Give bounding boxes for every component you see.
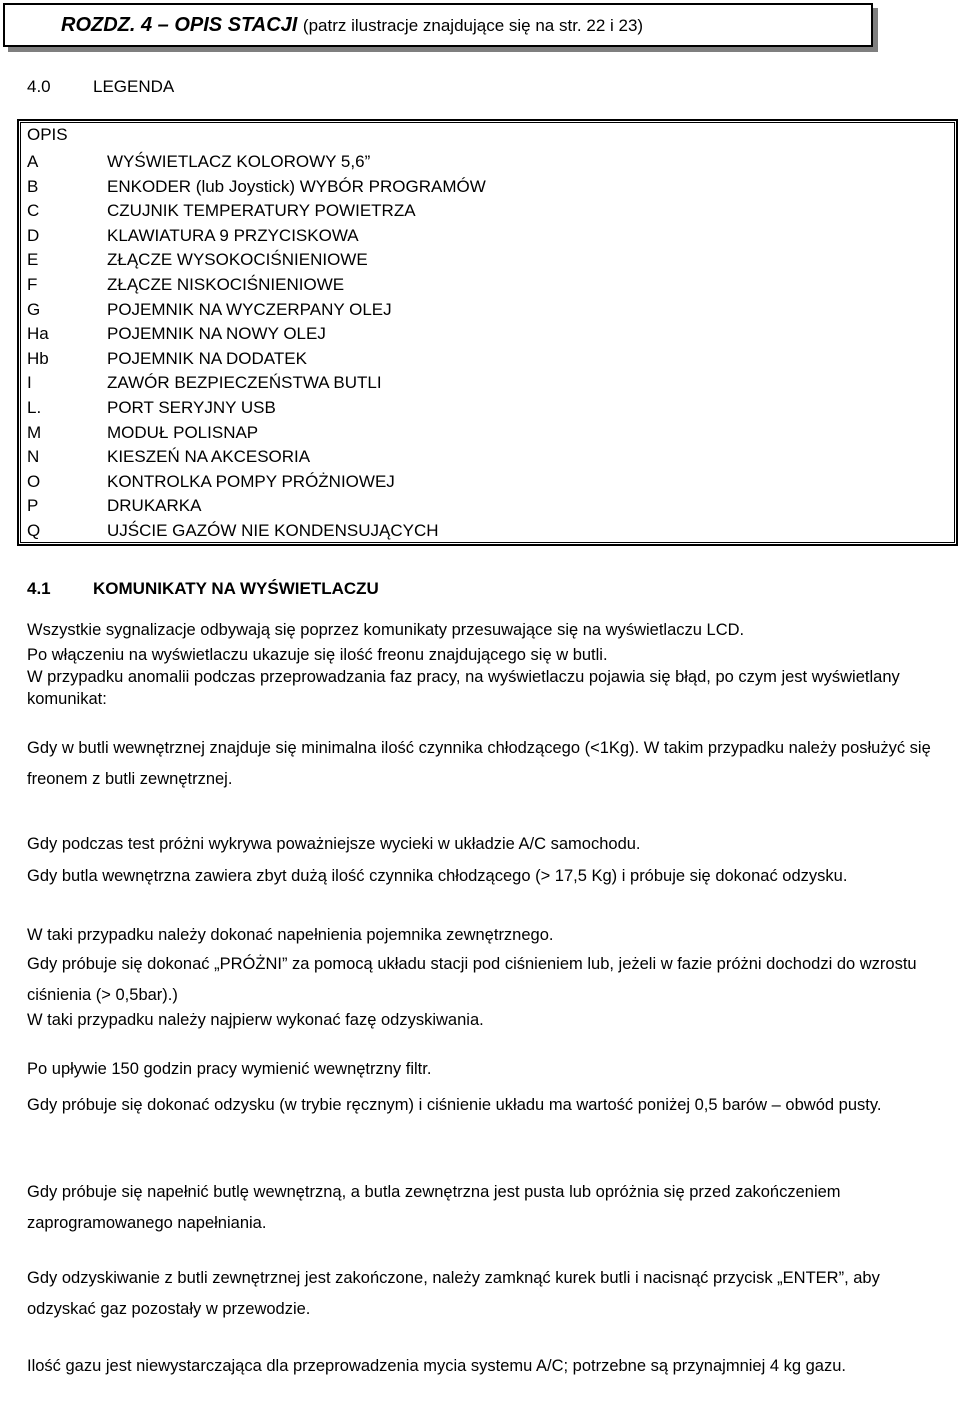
legend-row [27,150,486,175]
message-min-refrigerant: Gdy w butli wewnętrznej znajduje się minimalna ilość czynnika chłodzącego (<1Kg). W takim przypadku należy posłużyć się freonem z butli zewnętrznej. [27,739,931,788]
message-fill-external: W taki przypadku należy dokonać napełnienia pojemnika zewnętrznego. [27,926,554,944]
section-number: 4.1 [27,579,51,598]
legend-description: ZŁĄCZE NISKOCIŚNIENIOWE [107,274,345,294]
legend-row [27,273,486,298]
message-vacuum-leaks: Gdy podczas test próżni wykrywa poważniejsze wycieki w układzie A/C samochodu. [27,835,641,853]
legend-code: M [27,422,42,442]
legend-description: MODUŁ POLISNAP [107,422,259,442]
legend-description: POJEMNIK NA DODATEK [107,348,307,368]
legend-table-header: OPIS [27,125,68,144]
legend-code: E [27,250,39,270]
legend-row [27,248,486,273]
chapter-header [3,3,873,47]
legend-code: Hb [27,348,49,368]
legend-row [27,470,486,495]
legend-code: F [27,274,38,294]
intro-paragraph-3: W przypadku anomalii podczas przeprowadzania faz pracy, na wyświetlaczu pojawia się błąd, po czym jest wyświetlany komunikat: [27,668,900,708]
legend-code: Q [27,520,41,540]
legend-description: KONTROLKA POMPY PRÓŻNIOWEJ [107,471,395,491]
legend-description: KIESZEŃ NA AKCESORIA [107,447,311,467]
chapter-subtitle: (patrz ilustracje znajdujące się na str. 22 i 23) [302,16,644,35]
message-insufficient-gas: Ilość gazu jest niewystarczająca dla przeprowadzenia mycia systemu A/C; potrzebne są przynajmniej 4 kg gazu. [27,1357,846,1375]
message-external-empty: Gdy próbuje się napełnić butlę wewnętrzną, a butla zewnętrzna jest pusta lub opróżnia się przed zakończeniem zaprogramowanego napełniania. [27,1183,841,1232]
legend-code: C [27,201,40,221]
legend-code: B [27,176,39,196]
message-recovery-first: W taki przypadku należy najpierw wykonać fazę odzyskiwania. [27,1011,484,1029]
legend-code: A [27,152,39,171]
legend-row [27,298,486,323]
intro-paragraph-2: Po włączeniu na wyświetlaczu ukazuje się ilość freonu znajdującego się w butli. [27,646,608,664]
message-filter-change: Po upływie 150 godzin pracy wymienić wewnętrzny filtr. [27,1060,432,1078]
legend-row [27,199,486,224]
section-title: KOMUNIKATY NA WYŚWIETLACZU [93,579,379,598]
legend-description: UJŚCIE GAZÓW NIE KONDENSUJĄCYCH [107,520,439,540]
legend-code: D [27,225,40,245]
legend-description: PORT SERYJNY USB [107,397,276,417]
legend-description: KLAWIATURA 9 PRZYCISKOWA [107,225,359,245]
legend-code: Ha [27,324,49,344]
message-cylinder-overfull: Gdy butla wewnętrzna zawiera zbyt dużą ilość czynnika chłodzącego (> 17,5 Kg) i próbuje się dokonać odzysku. [27,867,848,885]
legend-row [27,371,486,396]
legend-code: P [27,496,39,516]
legend-description: ZAWÓR BEZPIECZEŃSTWA BUTLI [107,373,382,393]
legend-description: ENKODER (lub Joystick) WYBÓR PROGRAMÓW [107,176,486,196]
legend-row [27,396,486,421]
legend-row [27,421,486,446]
legend-code: N [27,447,40,467]
chapter-title: ROZDZ. 4 – OPIS STACJI [61,14,298,36]
legend-description: ZŁĄCZE WYSOKOCIŚNIENIOWE [107,250,368,270]
legend-row [27,322,486,347]
legend-row [27,175,486,200]
legend-list [27,150,486,544]
legend-row [27,519,486,544]
legend-description: DRUKARKA [107,496,202,516]
legend-number: 4.0 [27,77,51,96]
message-circuit-empty: Gdy próbuje się dokonać odzysku (w trybie ręcznym) i ciśnienie układu ma wartość poniżej 0,5 barów – obwód pusty. [27,1096,882,1114]
legend-row [27,347,486,372]
legend-code: G [27,299,41,319]
legend-description: POJEMNIK NA WYCZERPANY OLEJ [107,299,392,319]
legend-code: I [27,373,32,393]
legend-row [27,224,486,249]
message-close-valve: Gdy odzyskiwanie z butli zewnętrznej jest zakończone, należy zamknąć kurek butli i nacisnąć przycisk „ENTER”, aby odzyskać gaz pozostały w przewodzie. [27,1269,880,1318]
legend-title: LEGENDA [93,77,175,96]
legend-row [27,494,486,519]
legend-description: WYŚWIETLACZ KOLOROWY 5,6” [107,152,371,171]
legend-code: O [27,471,41,491]
message-vacuum-pressure: Gdy próbuje się dokonać „PRÓŻNI” za pomocą układu stacji pod ciśnieniem lub, jeżeli w fazie próżni dochodzi do wzrostu ciśnienia (> 0,5bar).) [27,955,917,1004]
legend-description: POJEMNIK NA NOWY OLEJ [107,324,326,344]
legend-row [27,445,486,470]
legend-code: L. [27,397,42,417]
legend-heading [27,77,174,97]
intro-paragraph-1: Wszystkie sygnalizacje odbywają się poprzez komunikaty przesuwające się na wyświetlaczu LCD. [27,621,745,639]
section-4-1-heading [27,579,379,599]
legend-description: CZUJNIK TEMPERATURY POWIETRZA [107,201,416,221]
